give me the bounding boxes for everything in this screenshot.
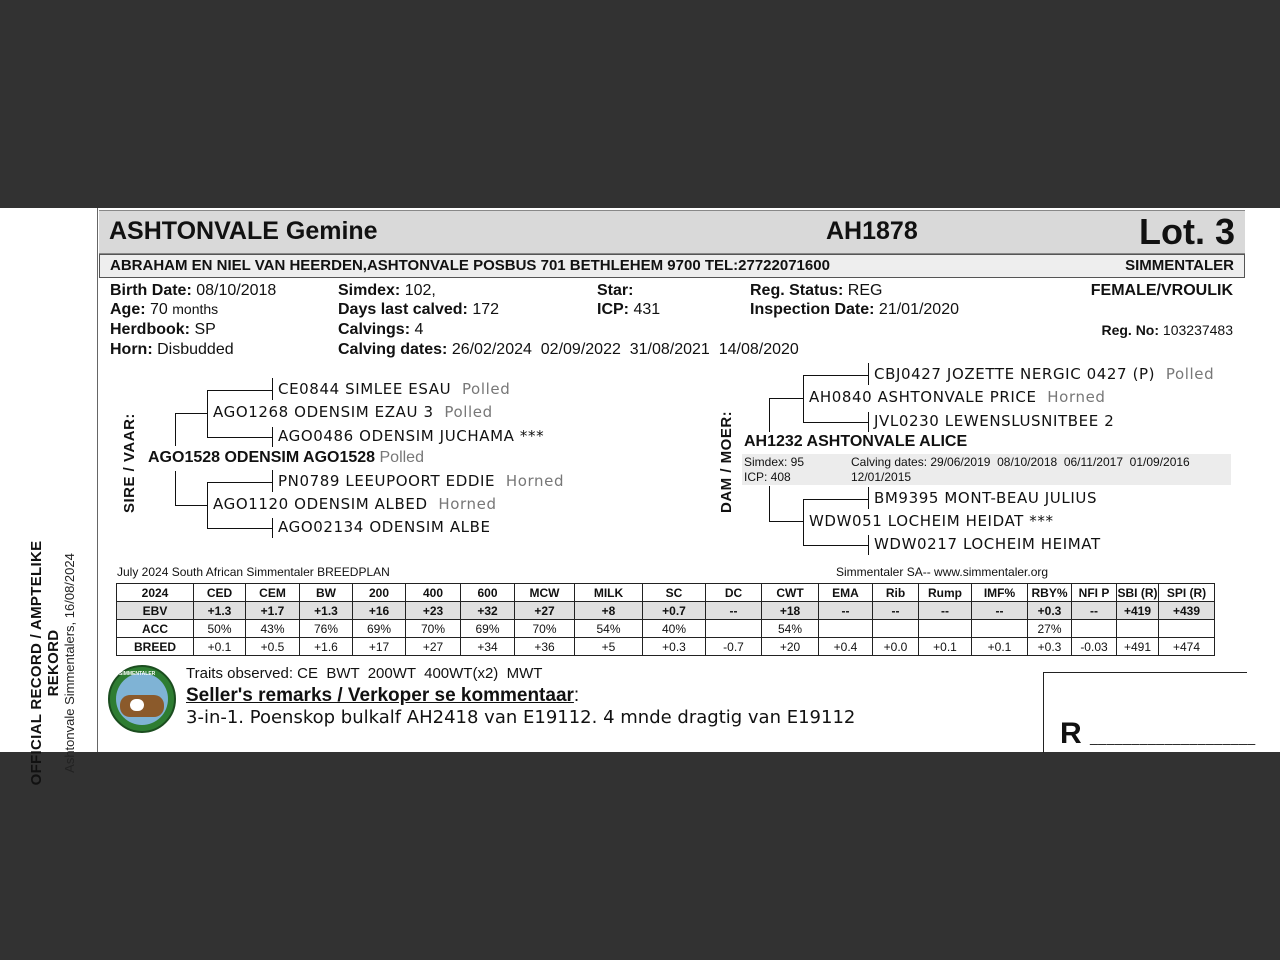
owner-bar (99, 254, 1245, 278)
dam-name: AH1232 ASHTONVALE ALICE (744, 433, 968, 450)
star: Star: (597, 282, 634, 299)
breedplan-breed-cell: +0.1 (194, 638, 246, 656)
breedplan-header-cell: IMF% (972, 584, 1028, 602)
remarks-heading: Seller's remarks / Verkoper se kommentaar: (186, 685, 580, 706)
breedplan-breed-cell: +0.1 (919, 638, 972, 656)
breedplan-header-cell: MCW (515, 584, 575, 602)
breedplan-breed-cell: +491 (1117, 638, 1159, 656)
breedplan-ebv-cell: +439 (1159, 602, 1215, 620)
breedplan-header-cell: Rib (873, 584, 919, 602)
breedplan-header-cell: MILK (575, 584, 643, 602)
breedplan-acc-cell: 40% (643, 620, 706, 638)
breedplan-header-cell: SC (643, 584, 706, 602)
sire-dam: AGO1120 ODENSIM ALBED Horned (213, 495, 497, 513)
breedplan-ebv-cell: +419 (1117, 602, 1159, 620)
sire-name: AGO1528 ODENSIM AGO1528 Polled (148, 449, 424, 466)
sire-sire: AGO1268 ODENSIM EZAU 3 Polled (213, 403, 493, 421)
calvings: Calvings: 4 (338, 321, 424, 338)
breedplan-header-cell: CWT (762, 584, 819, 602)
breedplan-ebv-row (117, 602, 1215, 620)
breedplan-website: Simmentaler SA-- www.simmentaler.org (836, 565, 1049, 579)
breedplan-ebv-cell: +18 (762, 602, 819, 620)
breedplan-acc-cell (706, 620, 762, 638)
sex: FEMALE/VROULIK (1090, 282, 1233, 299)
remarks-text: 3-in-1. Poenskop bulkalf AH2418 van E19112. 4 mnde dragtig van E19112 (186, 707, 856, 728)
animal-id: AH1878 (826, 217, 918, 245)
breedplan-acc-cell (972, 620, 1028, 638)
breedplan-header-cell: CED (194, 584, 246, 602)
breedplan-header-cell: 600 (461, 584, 515, 602)
breedplan-header-cell: BW (300, 584, 353, 602)
breedplan-ebv-cell: +8 (575, 602, 643, 620)
dam-sire-dam: JVL0230 LEWENSLUSNITBEE 2 (874, 412, 1115, 430)
breedplan-acc-cell: 54% (762, 620, 819, 638)
breedplan-breed-cell: +27 (406, 638, 461, 656)
breedplan-breed-cell: +34 (461, 638, 515, 656)
birth-date: Birth Date: 08/10/2018 (110, 282, 277, 299)
breedplan-header-cell: Rump (919, 584, 972, 602)
title-bar (99, 210, 1245, 254)
breedplan-acc-cell: ACC (117, 620, 194, 638)
breedplan-header-cell: 2024 (117, 584, 194, 602)
breedplan-breed-cell: +1.6 (300, 638, 353, 656)
catalog-card (0, 208, 1280, 786)
card-divider (97, 208, 98, 752)
official-record-text: OFFICIAL RECORD / AMPTELIKE REKORD (28, 540, 62, 786)
breedplan-ebv-cell: +1.3 (194, 602, 246, 620)
breedplan-ebv-cell: +0.7 (643, 602, 706, 620)
breedplan-breed-cell: +0.5 (246, 638, 300, 656)
breedplan-ebv-cell: -- (919, 602, 972, 620)
breedplan-ebv-cell: +1.3 (300, 602, 353, 620)
breedplan-acc-row (117, 620, 1215, 638)
sire-dam-sire: PN0789 LEEUPOORT EDDIE Horned (278, 472, 565, 490)
breedplan-header-cell: NFI P (1072, 584, 1117, 602)
breedplan-acc-cell: 70% (515, 620, 575, 638)
breedplan-acc-cell (919, 620, 972, 638)
dam-calving-dates-2: 12/01/2015 (851, 470, 912, 484)
breedplan-header-cell: 200 (353, 584, 406, 602)
animal-name: ASHTONVALE Gemine (109, 217, 378, 245)
sire-label: SIRE / VAAR: (121, 413, 138, 513)
days-last-calved: Days last calved: 172 (338, 301, 500, 318)
reg-no: Reg. No: 103237483 (1101, 322, 1233, 338)
calving-dates: Calving dates: 26/02/2024 02/09/2022 31/08/2021 14/08/2020 (338, 341, 799, 358)
breedplan-ebv-cell: +16 (353, 602, 406, 620)
official-record-label (28, 518, 77, 808)
breedplan-table (116, 583, 1215, 656)
breedplan-ebv-cell: +0.3 (1028, 602, 1072, 620)
simdex: Simdex: 102, (338, 282, 436, 299)
breedplan-acc-cell (819, 620, 873, 638)
breedplan-header-row (117, 584, 1215, 602)
r-label: R (1060, 717, 1082, 750)
price-box (1043, 672, 1256, 753)
dam-dam-sire: BM9395 MONT-BEAU JULIUS (874, 489, 1098, 507)
dam-calving-dates: Calving dates: 29/06/2019 08/10/2018 06/11/2017 01/09/2016 (851, 455, 1190, 469)
simmentaler-logo: SIMMENTALER (108, 665, 176, 733)
breedplan-breed-cell: +5 (575, 638, 643, 656)
breedplan-breed-cell: +0.3 (643, 638, 706, 656)
breedplan-header-cell: DC (706, 584, 762, 602)
breedplan-acc-cell: 70% (406, 620, 461, 638)
traits-observed: Traits observed: CE BWT 200WT 400WT(x2) MWT (186, 665, 543, 682)
breedplan-header-cell: 400 (406, 584, 461, 602)
sire-dam-dam: AGO02134 ODENSIM ALBE (278, 518, 491, 536)
breedplan-acc-cell (873, 620, 919, 638)
breedplan-breed-cell: +0.0 (873, 638, 919, 656)
breedplan-breed-cell: -0.7 (706, 638, 762, 656)
breedplan-ebv-cell: +32 (461, 602, 515, 620)
breedplan-acc-cell: 27% (1028, 620, 1072, 638)
breedplan-breed-cell: +20 (762, 638, 819, 656)
dam-icp: ICP: 408 (744, 470, 791, 484)
breedplan-source: July 2024 South African Simmentaler BREEDPLAN (117, 565, 390, 579)
lot-number: Lot. 3 (1139, 211, 1235, 252)
breedplan-acc-cell: 50% (194, 620, 246, 638)
breedplan-breed-cell: +17 (353, 638, 406, 656)
dam-sire-sire: CBJ0427 JOZETTE NERGIC 0427 (P) Polled (874, 365, 1215, 383)
breedplan-acc-cell: 69% (461, 620, 515, 638)
breedplan-breed-cell: +0.3 (1028, 638, 1072, 656)
breedplan-acc-cell: 69% (353, 620, 406, 638)
breedplan-breed-cell: +474 (1159, 638, 1215, 656)
breedplan-breed-cell: -0.03 (1072, 638, 1117, 656)
source-text: Ashtonvale Simmentalers, 16/08/2024 (62, 553, 77, 773)
dam-dam: WDW051 LOCHEIM HEIDAT *** (809, 512, 1054, 530)
icp: ICP: 431 (597, 301, 661, 318)
breed-text: SIMMENTALER (1125, 257, 1234, 274)
breedplan-ebv-cell: -- (873, 602, 919, 620)
breedplan-ebv-cell: -- (1072, 602, 1117, 620)
breedplan-header-cell: SBI (R) (1117, 585, 1158, 600)
breedplan-breed-row (117, 638, 1215, 656)
breedplan-ebv-cell: -- (819, 602, 873, 620)
sire-sire-sire: CE0844 SIMLEE ESAU Polled (278, 380, 511, 398)
breedplan-ebv-cell: +27 (515, 602, 575, 620)
herdbook: Herdbook: SP (110, 321, 216, 338)
breedplan-breed-cell: BREED (117, 638, 194, 656)
breedplan-breed-cell: +0.1 (972, 638, 1028, 656)
breedplan-acc-cell: 43% (246, 620, 300, 638)
breedplan-acc-cell (1159, 620, 1215, 638)
breedplan-header-cell: SPI (R) (1159, 584, 1215, 602)
horn: Horn: Disbudded (110, 341, 234, 358)
breedplan-breed-cell: +36 (515, 638, 575, 656)
breedplan-ebv-cell: EBV (117, 602, 194, 620)
breedplan-acc-cell: 76% (300, 620, 353, 638)
sire-sire-dam: AGO0486 ODENSIM JUCHAMA *** (278, 427, 545, 445)
breedplan-header-cell: RBY% (1028, 584, 1072, 602)
dam-sire: AH0840 ASHTONVALE PRICE Horned (809, 388, 1106, 406)
breedplan-acc-cell: 54% (575, 620, 643, 638)
r-line: ____________________ (1090, 729, 1256, 745)
breedplan-ebv-cell: -- (972, 602, 1028, 620)
breedplan-breed-cell: +0.4 (819, 638, 873, 656)
owner-text: ABRAHAM EN NIEL VAN HEERDEN,ASHTONVALE POSBUS 701 BETHLEHEM 9700 TEL:27722071600 (110, 257, 830, 274)
dam-dam-dam: WDW0217 LOCHEIM HEIMAT (874, 535, 1101, 553)
age: Age: 70 months (110, 301, 219, 318)
breedplan-header-cell: CEM (246, 584, 300, 602)
breedplan-acc-cell (1117, 620, 1159, 638)
dam-label: DAM / MOER: (718, 410, 735, 513)
breedplan-ebv-cell: +23 (406, 602, 461, 620)
dam-simdex: Simdex: 95 (744, 455, 805, 469)
inspection-date: Inspection Date: 21/01/2020 (750, 301, 959, 318)
breedplan-ebv-cell: +1.7 (246, 602, 300, 620)
reg-status: Reg. Status: REG (750, 282, 883, 299)
breedplan-acc-cell (1072, 620, 1117, 638)
breedplan-ebv-cell: -- (706, 602, 762, 620)
breedplan-header-cell: EMA (819, 584, 873, 602)
